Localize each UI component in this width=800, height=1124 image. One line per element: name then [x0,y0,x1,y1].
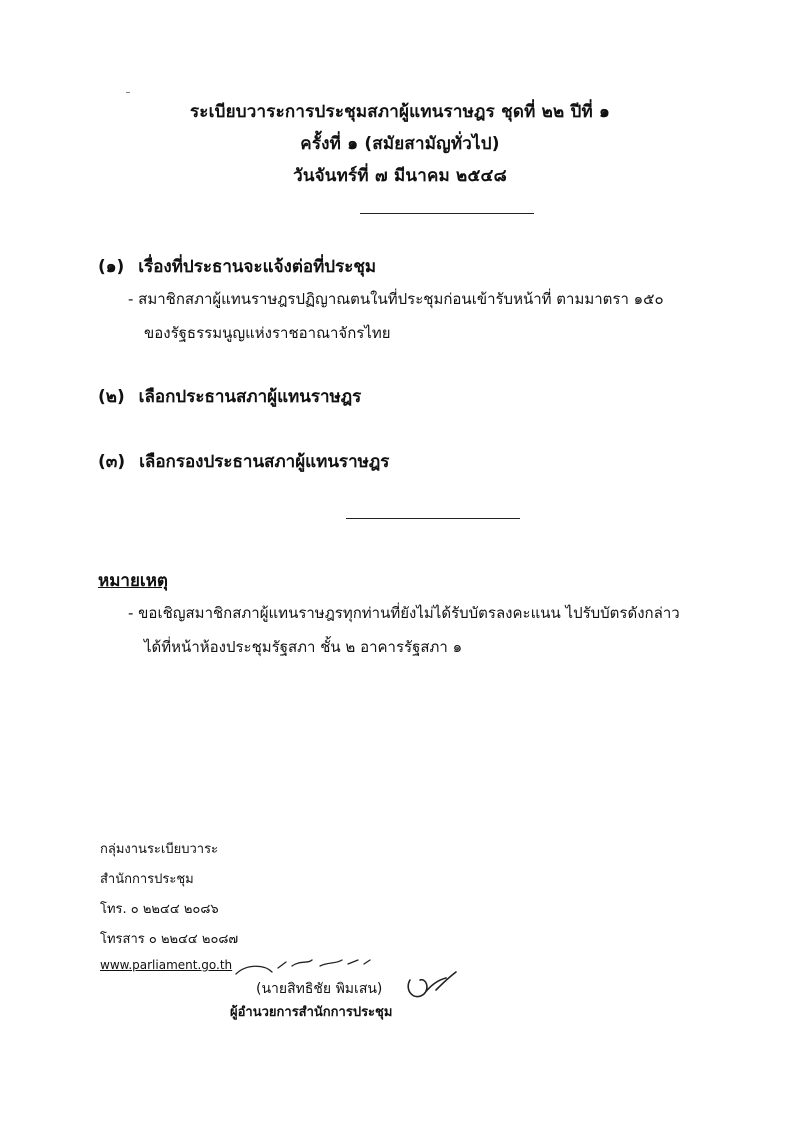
signatory-position: ผู้อำนวยการสำนักการประชุม [230,1005,393,1020]
footer-fax: โทรสาร ๐ ๒๒๔๔ ๒๐๘๗ [100,932,239,947]
meeting-date: วันจันทร์ที่ ๗ มีนาคม ๒๕๔๘ [293,166,507,186]
agenda-item-1-title: เรื่องที่ประธานจะแจ้งต่อที่ประชุม [138,257,377,277]
footer-office: สำนักการประชุม [100,872,194,887]
scan-speck [126,92,130,93]
footer-phone: โทร. ๐ ๒๒๔๔ ๒๐๘๖ [100,902,219,917]
agenda-item-2 [98,383,361,410]
agenda-item-2-title: เลือกประธานสภาผู้แทนราษฎร [138,387,362,407]
footer-website-link[interactable]: www.parliament.go.th [100,958,233,972]
agenda-item-3-title: เลือกรองประธานสภาผู้แทนราษฎร [139,452,390,472]
agenda-item-3-number: (๓) [98,452,126,472]
agenda-item-1-detail-line2: ของรัฐธรรมนูญแห่งราชอาณาจักรไทย [144,324,391,342]
section-divider [346,518,520,519]
agenda-title: ระเบียบวาระการประชุมสภาผู้แทนราษฎร ชุดที่ ๒๒ ปีที่ ๑ [189,102,611,122]
agenda-item-3 [98,448,389,475]
signatory-name: (นายสิทธิชัย พิมเสน) [256,981,383,997]
agenda-item-1 [98,253,376,280]
agenda-item-2-number: (๒) [98,387,125,407]
session-number: ครั้งที่ ๑ (สมัยสามัญทั่วไป) [300,134,500,154]
agenda-item-1-detail-line1: - สมาชิกสภาผู้แทนราษฎรปฏิญาณตนในที่ประชุมก่อนเข้ารับหน้าที่ ตามมาตรา ๑๕๐ [128,290,664,308]
note-line1: - ขอเชิญสมาชิกสภาผู้แทนราษฎรทุกท่านที่ยังไม่ได้รับบัตรลงคะแนน ไปรับบัตรดังกล่าว [128,604,680,622]
agenda-item-1-number: (๑) [98,257,125,277]
note-heading: หมายเหตุ [98,571,168,591]
header-divider [360,213,534,214]
note-line2: ได้ที่หน้าห้องประชุมรัฐสภา ชั้น ๒ อาคารรัฐสภา ๑ [144,638,463,656]
footer-department: กลุ่มงานระเบียบวาระ [100,842,219,857]
